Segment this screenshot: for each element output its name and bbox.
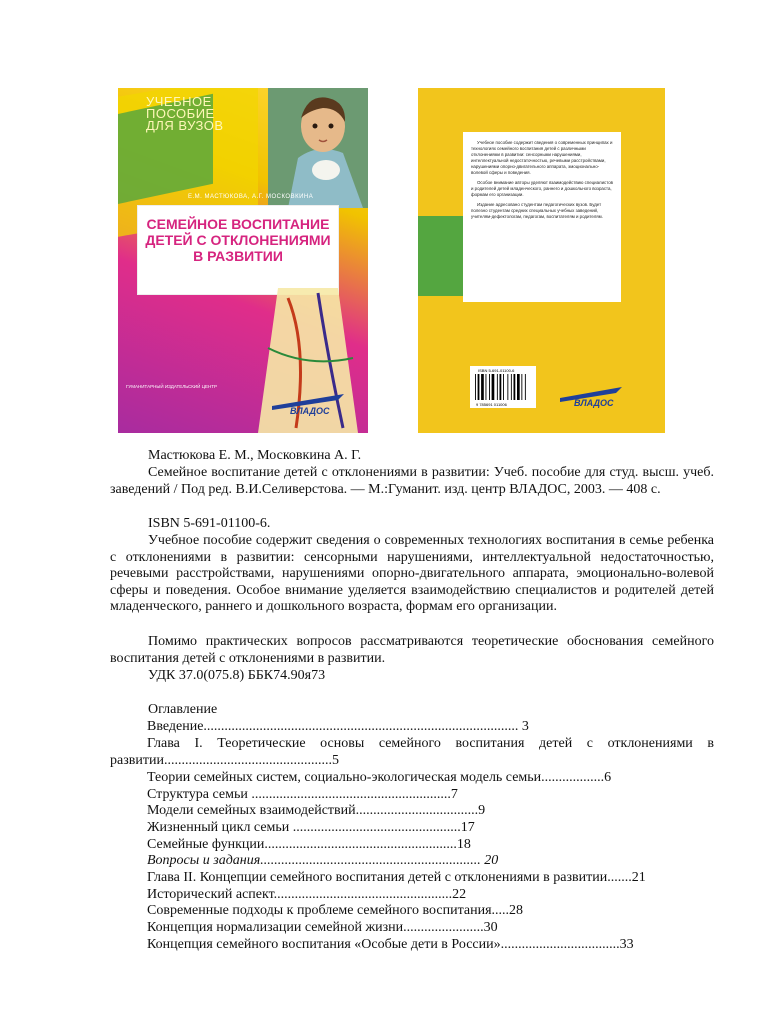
barcode-bar [492, 374, 495, 400]
cover-title-line: ДЕТЕЙ С ОТКЛОНЕНИЯМИ [145, 232, 331, 248]
barcode-bar [481, 374, 484, 400]
doc-abstract: Учебное пособие содержит сведения о современных технологиях воспитания в семье ребенка с отклонениями в развитии: сенсорными нарушениями, интеллектуальной недостаточностью, речевыми расстройствами, нарушениями опорно-двигательного аппарата, эмоционально-волевой сферы и поведения. Особое внимание уделяется взаимодействию специалистов и родителей детей младенческого, раннего и дошкольного возраста, формам его организации. [110, 533, 714, 614]
barcode-icon [470, 366, 536, 408]
barcode-bar [497, 374, 498, 400]
barcode-bar [517, 374, 520, 400]
cover-title-line: В РАЗВИТИИ [193, 248, 283, 264]
toc-entry[interactable]: Исторический аспект...................................................22 [147, 887, 467, 902]
toc-entry[interactable]: Концепция нормализации семейной жизни.......................30 [147, 920, 498, 935]
cover-publisher: ГУМАНИТАРНЫЙ ИЗДАТЕЛЬСКИЙ ЦЕНТР [126, 384, 217, 389]
barcode-bar [525, 374, 526, 400]
back-blurb [463, 132, 621, 302]
cover-authors: Е.М. МАСТЮКОВА, А.Г. МОСКОВКИНА [188, 194, 314, 200]
barcode-bar [500, 374, 502, 400]
doc-authors: Мастюкова Е. М., Московкина А. Г. [148, 448, 362, 463]
toc-entry[interactable]: Жизненный цикл семьи ................................................17 [147, 820, 475, 835]
blurb-paragraph: Особое внимание авторы уделяют взаимодействию специалистов и родителей детей младенческого, раннего и дошкольного возраста, формам его организации. [471, 180, 613, 197]
barcode-isbn: ISBN 5-691-01100-6 [478, 368, 515, 373]
cover-series-label [146, 96, 286, 132]
doc-abstract-2: Помимо практических вопросов рассматриваются теоретические обоснования семейного воспитания детей с отклонениями в развитии. [110, 634, 714, 666]
doc-udk: УДК 37.0(075.8) ББК74.90я73 [148, 668, 326, 683]
back-green-band [418, 216, 463, 296]
toc-entry[interactable]: Теории семейных систем, социально-экологическая модель семьи..................6 [147, 770, 612, 785]
vlados-logo-icon [268, 388, 348, 416]
logo-text: ВЛАДОС [574, 398, 614, 408]
barcode-bar [475, 374, 476, 400]
front-cover-image [118, 88, 368, 433]
toc-entry[interactable]: Вопросы и задания............................................................... 20 [147, 853, 499, 868]
toc-entry[interactable]: Введение.......................................................................................... 3 [147, 719, 529, 734]
series-line: УЧЕБНОЕ [146, 94, 212, 109]
barcode-bar [514, 374, 516, 400]
toc-entry[interactable]: Глава I. Теоретические основы семейного воспитания детей с отклонениями в развитии................................................5 [110, 736, 714, 768]
vlados-logo-icon [556, 382, 626, 408]
barcode-bar [478, 374, 480, 400]
barcode-bar [521, 374, 522, 400]
blurb-paragraph: Учебное пособие содержит сведения о современных принципах и технологиях семейного воспитания детей с различными отклонениями в развитии: сенсорными нарушениями, интеллектуальной недостаточностью, речевыми расстройствами, нарушениями опорно-двигательного аппарата, эмоционально-волевой сферы и поведения. [471, 140, 613, 175]
cover-title-box [138, 206, 338, 294]
toc-entry[interactable]: Концепция семейного воспитания «Особые дети в России»..................................33 [147, 937, 634, 952]
logo-text: ВЛАДОС [290, 406, 330, 416]
toc-entry[interactable]: Глава II. Концепции семейного воспитания детей с отклонениями в развитии.......21 [147, 870, 646, 885]
barcode-bar [489, 374, 490, 400]
toc-entry[interactable]: Модели семейных взаимодействий...................................9 [147, 803, 486, 818]
barcode-bar [507, 374, 508, 400]
child-portrait-illustration [268, 88, 368, 208]
barcode-bar [486, 374, 487, 400]
back-cover-image [418, 88, 665, 433]
toc-heading: Оглавление [148, 702, 218, 717]
cover-title [138, 216, 338, 264]
barcode-digits: 9 785691 011006 [476, 402, 507, 407]
toc-entry[interactable]: Современные подходы к проблеме семейного воспитания.....28 [147, 903, 524, 918]
series-line: ПОСОБИЕ [146, 106, 215, 121]
barcode-bar [511, 374, 512, 400]
toc-entry[interactable]: Семейные функции.......................................................18 [147, 837, 471, 852]
doc-citation: Семейное воспитание детей с отклонениями в развитии: Учеб. пособие для студ. высш. учеб. заведений / Под ред. В.И.Селиверстова. — М.:Гуманит. изд. центр ВЛАДОС, 2003. — 408 с. [110, 465, 714, 497]
cover-title-line: СЕМЕЙНОЕ ВОСПИТАНИЕ [146, 216, 330, 232]
blurb-paragraph: Издание адресовано студентам педагогических вузов. Будет полезно студентам средних специальных учебных заведений, учителям-дефектологам, педагогам, воспитателям и родителям. [471, 202, 603, 219]
barcode-bar [503, 374, 504, 400]
doc-isbn: ISBN 5-691-01100-6. [148, 516, 271, 531]
toc-entry[interactable]: Структура семьи .........................................................7 [147, 787, 458, 802]
series-line: ДЛЯ ВУЗОВ [146, 118, 224, 133]
